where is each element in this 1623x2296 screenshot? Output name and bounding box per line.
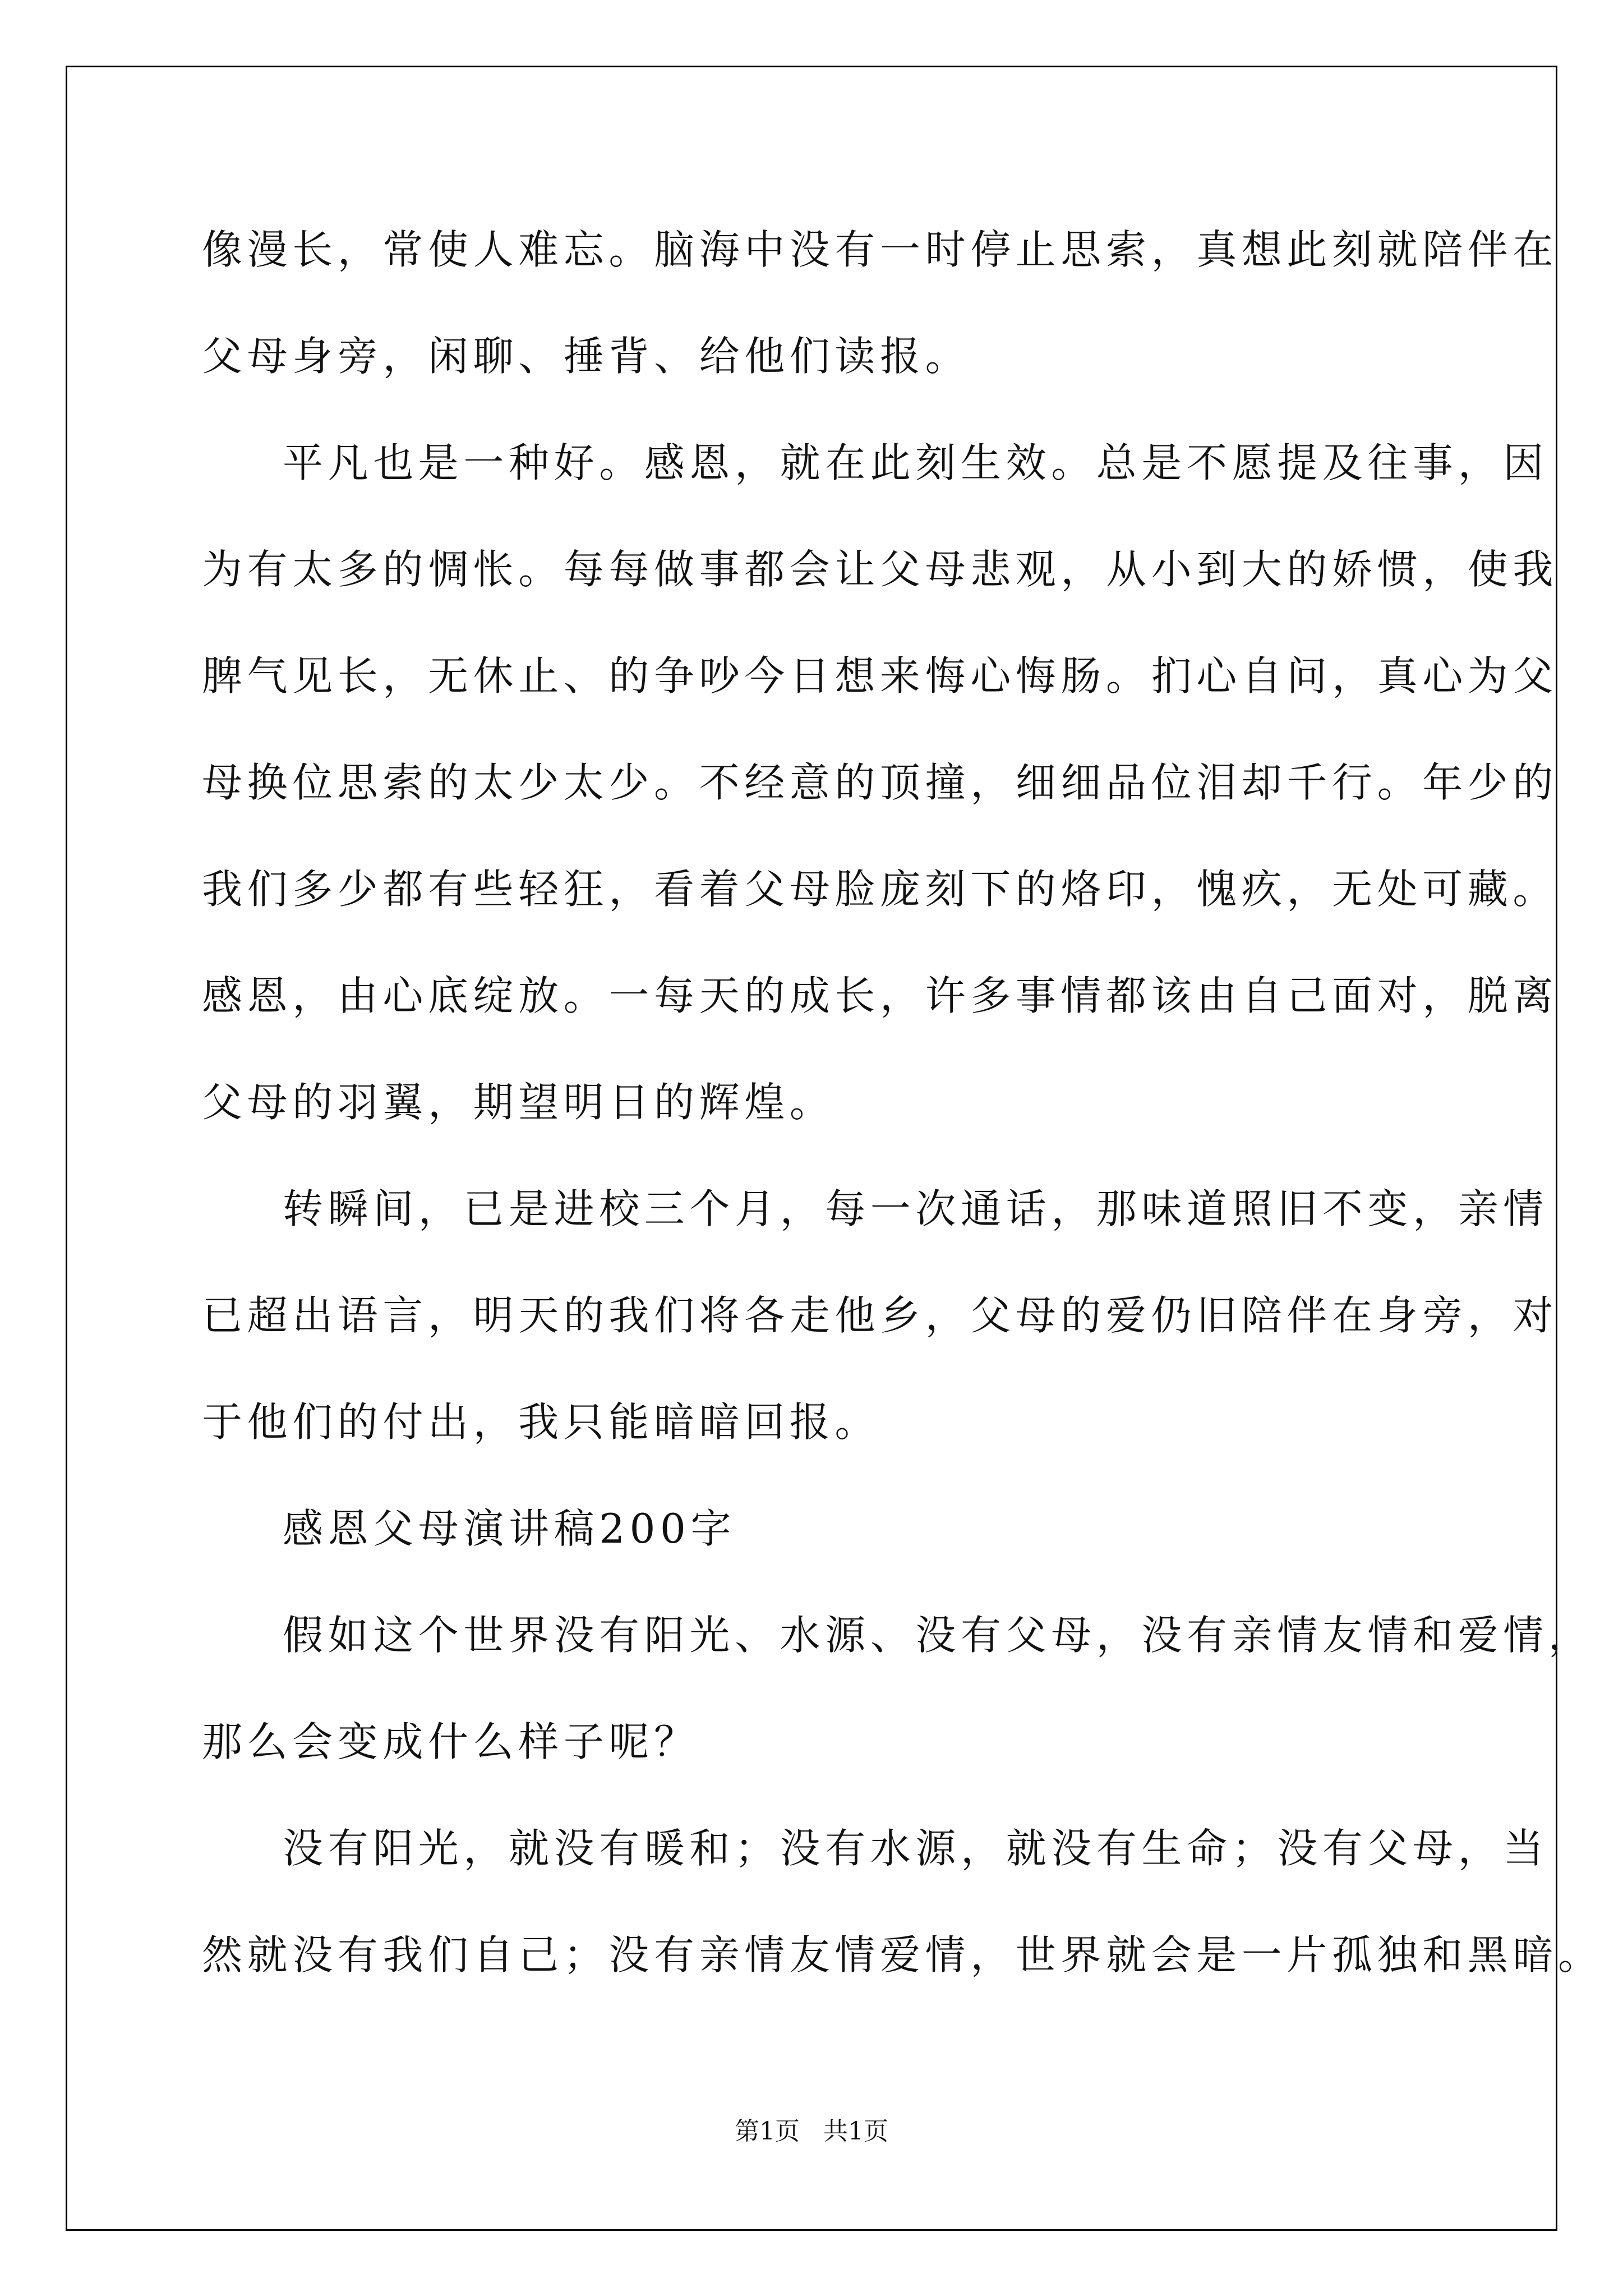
text-line: 假如这个世界没有阳光、水源、没有父母，没有亲情友情和爱情， <box>283 1612 1594 1659</box>
text-line: 母换位思索的太少太少。不经意的顶撞，细细品位泪却千行。年少的 <box>202 759 1559 806</box>
text-line: 像漫长，常使人难忘。脑海中没有一时停止思索，真想此刻就陪伴在 <box>202 226 1559 273</box>
text-line: 父母的羽翼，期望明日的辉煌。 <box>202 1079 835 1126</box>
text-line: 那么会变成什么样子呢？ <box>202 1718 699 1765</box>
text-line: 已超出语言，明天的我们将各走他乡，父母的爱仍旧陪伴在身旁，对 <box>202 1292 1559 1339</box>
text-line: 感恩父母演讲稿200字 <box>283 1505 736 1552</box>
text-line: 脾气见长，无休止、的争吵今日想来悔心悔肠。扪心自问，真心为父 <box>202 652 1559 700</box>
text-line: 然就没有我们自己；没有亲情友情爱情，世界就会是一片孤独和黑暗。 <box>202 1931 1603 1978</box>
page-footer: 第1页 共1页 <box>735 2117 888 2146</box>
document-body <box>202 213 1603 2025</box>
text-line: 父母身旁，闲聊、捶背、给他们读报。 <box>202 333 971 380</box>
text-line: 为有太多的惆怅。每每做事都会让父母悲观，从小到大的娇惯，使我 <box>202 546 1559 593</box>
text-line: 没有阳光，就没有暖和；没有水源，就没有生命；没有父母，当 <box>283 1825 1548 1872</box>
text-line: 感恩，由心底绽放。一每天的成长，许多事情都该由自己面对，脱离 <box>202 972 1559 1019</box>
text-line: 平凡也是一种好。感恩，就在此刻生效。总是不愿提及往事，因 <box>283 439 1548 486</box>
text-line: 转瞬间，已是进校三个月，每一次通话，那味道照旧不变，亲情 <box>283 1185 1548 1232</box>
text-line: 于他们的付出，我只能暗暗回报。 <box>202 1398 880 1446</box>
text-line: 我们多少都有些轻狂，看着父母脸庞刻下的烙印，愧疚，无处可藏。 <box>202 866 1559 913</box>
